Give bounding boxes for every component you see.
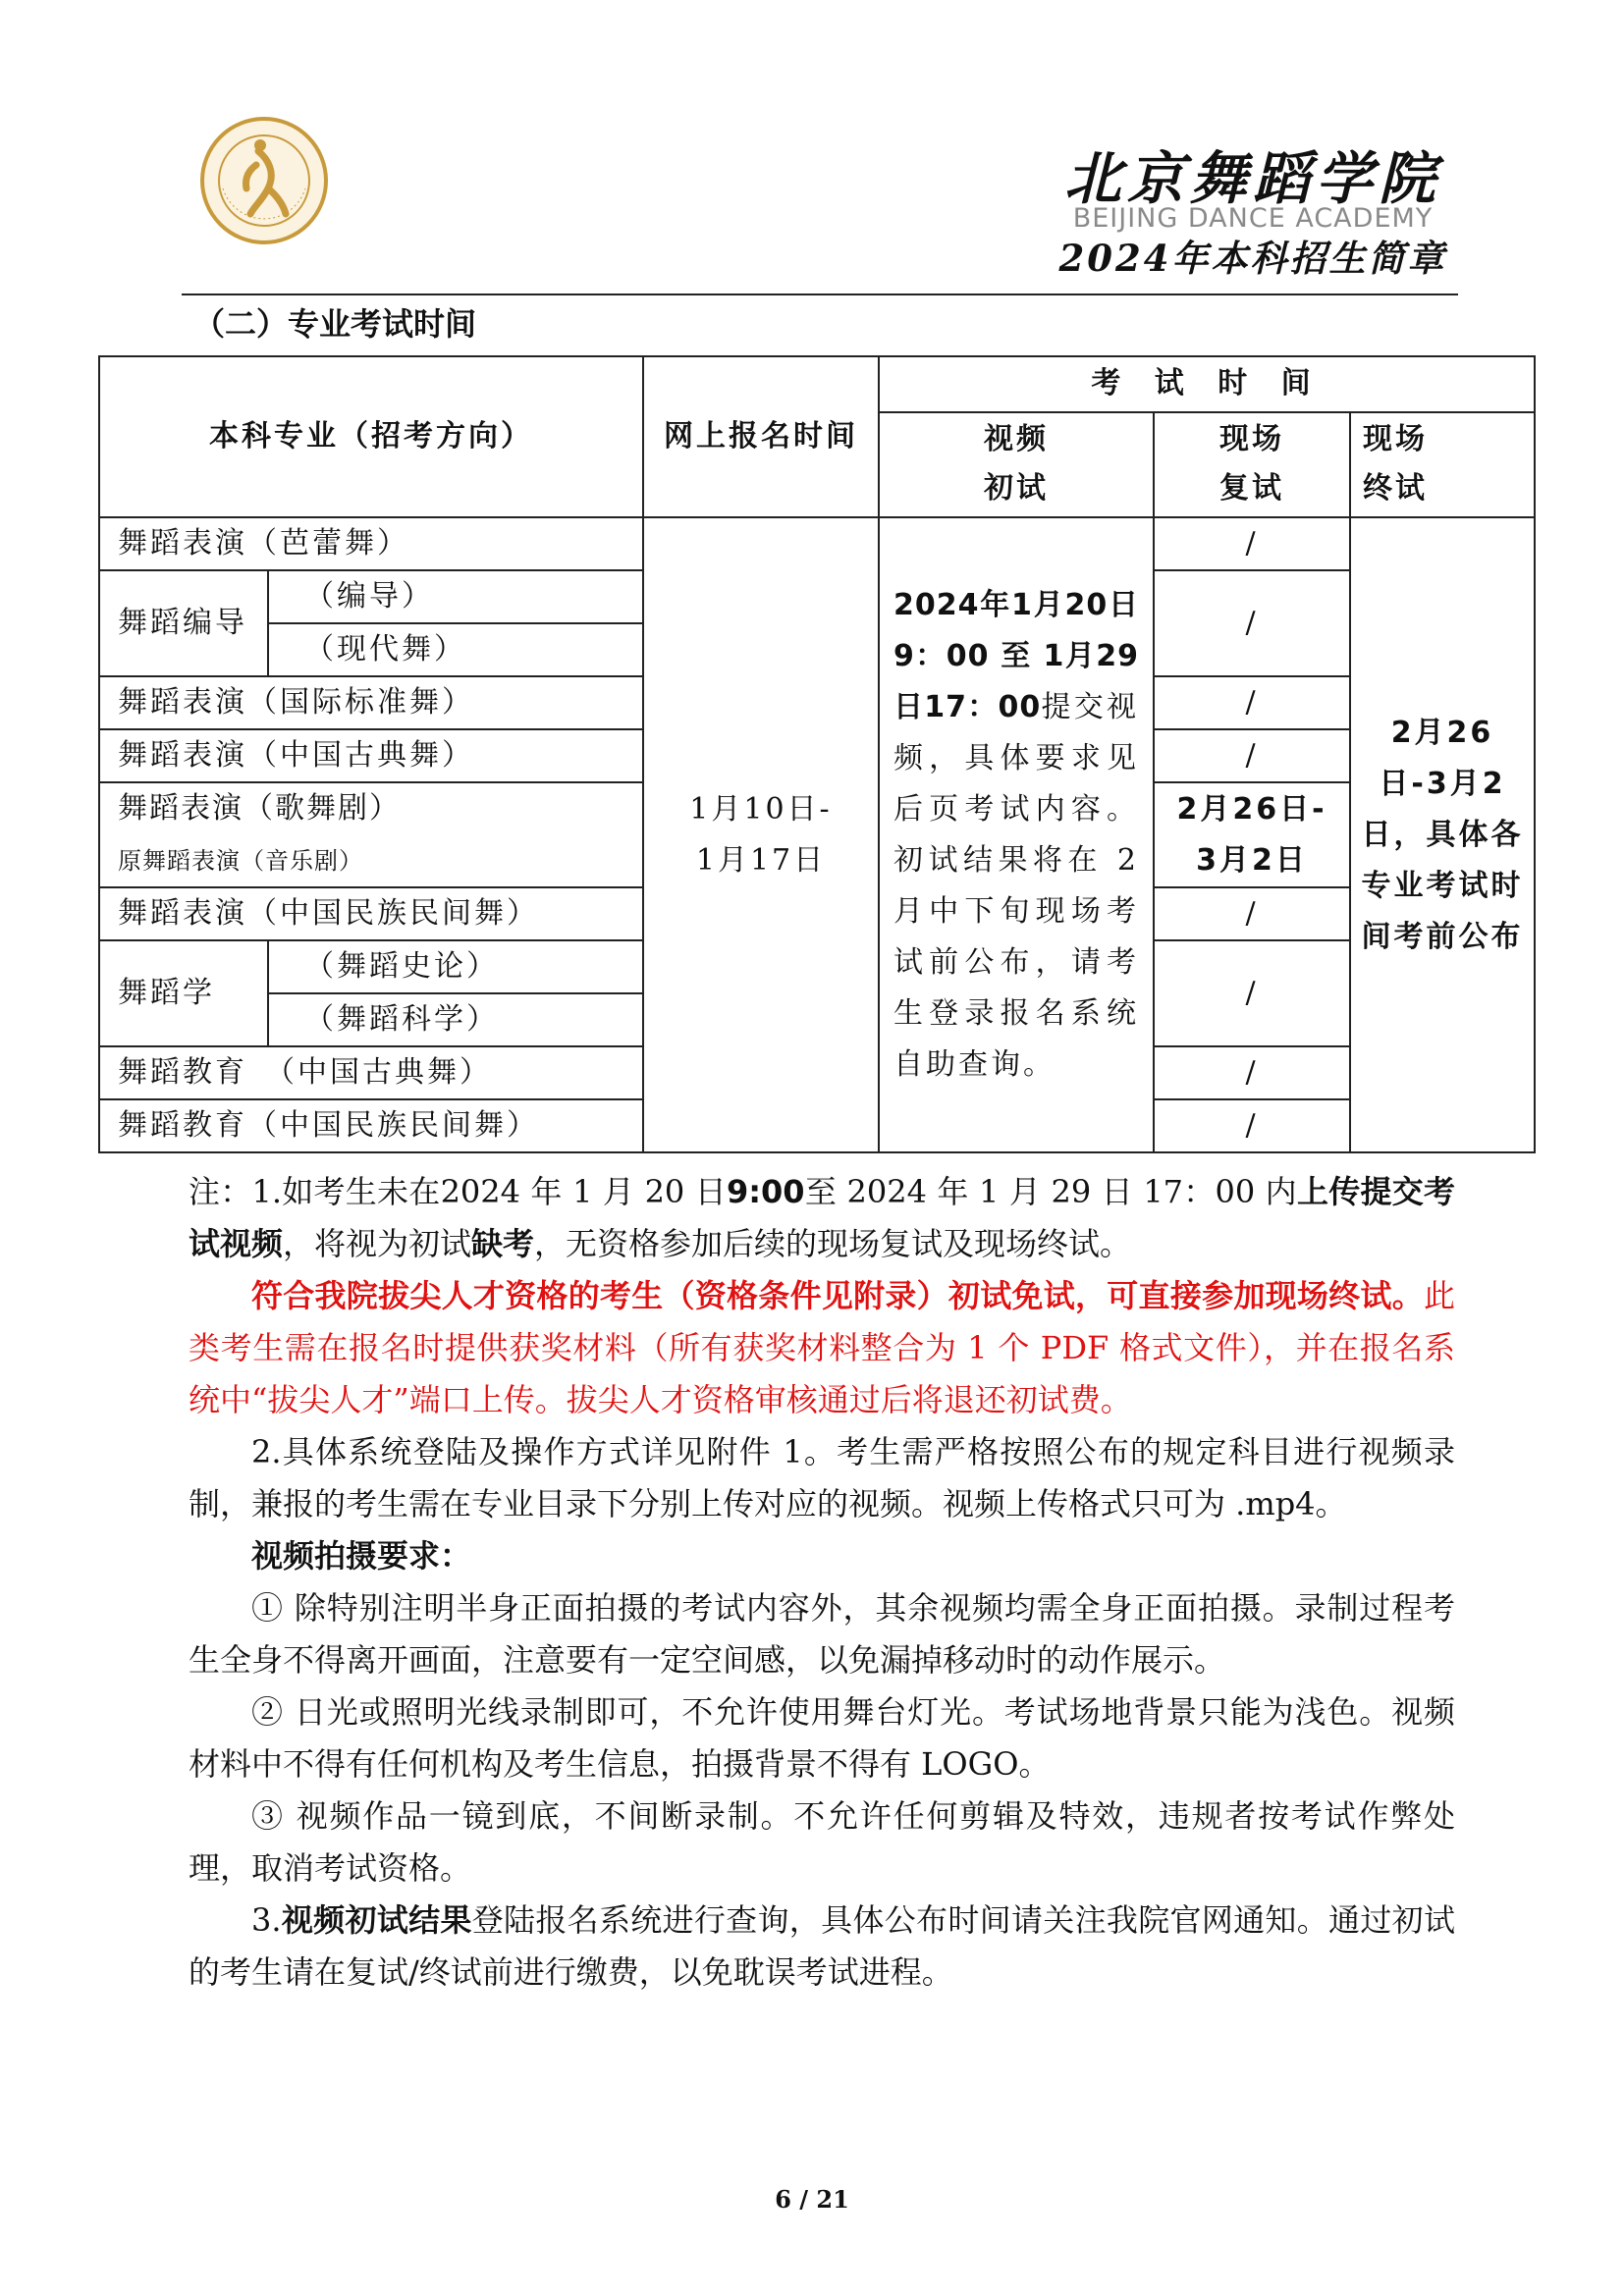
row-major-folk: 舞蹈表演（中国民族民间舞） [99,887,643,940]
row-major-choreography: 舞蹈编导 [99,570,268,676]
final-exam-details: 2月26日-3月2日，具体各专业考试时间考前公布 [1350,517,1535,1152]
video-prelim-details: 2024年1月20日9：00 至 1月29日17：00提交视频，具体要求见后页考试内容。初试结果将在 2 月中下旬现场考试前公布，请考生登录报名系统自助查询。 [879,517,1154,1152]
note-1: 注：1.如考生未在2024 年 1 月 20 日9:00至 2024 年 1 月 29 日 17：00 内上传提交考试视频，将视为初试缺考，无资格参加后续的现场复试及现场终试。 [189,1173,1455,1262]
academy-logo [199,116,329,245]
row-major-classical: 舞蹈表演（中国古典舞） [99,729,643,782]
retest-cell: / [1154,887,1350,940]
header-divider [182,294,1458,295]
retest-cell: / [1154,940,1350,1046]
row-major-musical: 舞蹈表演（歌舞剧）原舞蹈表演（音乐剧） [99,782,643,887]
retest-cell: / [1154,1099,1350,1152]
row-sub-choreography: （编导） [268,570,643,623]
header-exam-time: 考 试 时 间 [879,356,1535,412]
video-requirements-title: 视频拍摄要求： [251,1537,472,1575]
note-3: 3.视频初试结果登陆报名系统进行查询，具体公布时间请关注我院官网通知。通过初试的考生请在复试/终试前进行缴费，以免耽误考试进程。 [189,1901,1455,1991]
header-onsite-retest: 现场 复试 [1154,412,1350,517]
retest-musical: 2月26日- 3月2日 [1154,782,1350,887]
retest-cell: / [1154,570,1350,676]
header-onsite-final: 现场 终试 [1350,412,1535,517]
notes-section [189,1166,1455,1999]
row-major-ballroom: 舞蹈表演（国际标准舞） [99,676,643,729]
video-requirement-3: ③ 视频作品一镜到底，不间断录制。不允许任何剪辑及特效，违规者按考试作弊处理，取消考试资格。 [189,1797,1455,1887]
retest-cell: / [1154,1046,1350,1099]
row-sub-dance-science: （舞蹈科学） [268,993,643,1046]
section-heading: （二）专业考试时间 [193,305,477,343]
row-sub-modern-dance: （现代舞） [268,623,643,676]
row-major-edu-folk: 舞蹈教育（中国民族民间舞） [99,1099,643,1152]
header-registration: 网上报名时间 [643,356,879,517]
row-sub-dance-history: （舞蹈史论） [268,940,643,993]
header-major: 本科专业（招考方向） [99,356,643,517]
brand-name-en: BEIJING DANCE ACADEMY [1072,203,1434,234]
video-requirement-2: ② 日光或照明光线录制即可，不允许使用舞台灯光。考试场地背景只能为浅色。视频材料中不得有任何机构及考生信息，拍摄背景不得有 LOGO。 [189,1693,1455,1783]
brochure-title: 2024年本科招生简章 [1058,237,1447,280]
exam-schedule-table [98,355,1536,1153]
retest-cell: / [1154,729,1350,782]
registration-period: 1月10日- 1月17日 [643,517,879,1152]
row-major-dance-studies: 舞蹈学 [99,940,268,1046]
note-2: 2.具体系统登陆及操作方式详见附件 1。考生需严格按照公布的规定科目进行视频录制，兼报的考生需在专业目录下分别上传对应的视频。视频上传格式只可为 .mp4。 [189,1433,1455,1522]
header-video-prelim: 视频 初试 [879,412,1154,517]
row-major-edu-classical: 舞蹈教育 （中国古典舞） [99,1046,643,1099]
video-requirement-1: ① 除特别注明半身正面拍摄的考试内容外，其余视频均需全身正面拍摄。录制过程考生全身不得离开画面，注意要有一定空间感，以免漏掉移动时的动作展示。 [189,1589,1455,1679]
brand-block [1047,147,1459,281]
retest-cell: / [1154,517,1350,570]
note-top-talent: 符合我院拔尖人才资格的考生（资格条件见附录）初试免试，可直接参加现场终试。此类考生需在报名时提供获奖材料（所有获奖材料整合为 1 个 PDF 格式文件），并在报名系统中“拔尖人才”端口上传。拔尖人才资格审核通过后将退还初试费。 [189,1277,1455,1418]
retest-cell: / [1154,676,1350,729]
brand-name-cn: 北京舞蹈学院 [1063,145,1441,212]
row-major-ballet: 舞蹈表演（芭蕾舞） [99,517,643,570]
page-number: 6 / 21 [775,2185,849,2214]
